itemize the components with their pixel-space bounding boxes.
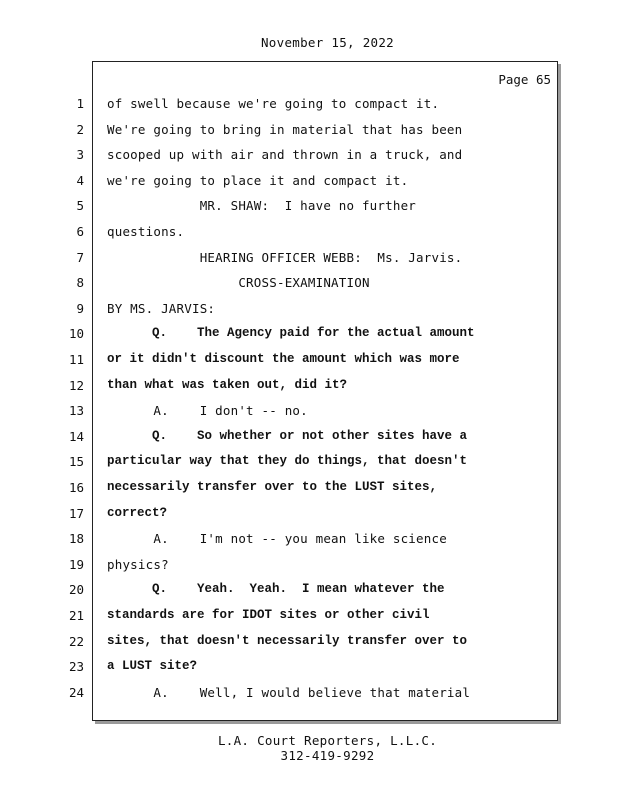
line-number: 19 bbox=[68, 556, 84, 572]
line-number: 24 bbox=[68, 684, 84, 700]
transcript-line: or it didn't discount the amount which was more bbox=[107, 352, 460, 366]
transcript-line: particular way that they do things, that doesn't bbox=[107, 454, 468, 469]
page-number: Page 65 bbox=[498, 72, 551, 87]
line-number: 18 bbox=[68, 531, 84, 547]
transcript-line: than what was taken out, did it? bbox=[107, 377, 348, 392]
transcript-line: physics? bbox=[107, 556, 169, 572]
court-reporter-name: L.A. Court Reporters, L.L.C. bbox=[217, 733, 438, 748]
line-number: 14 bbox=[68, 428, 84, 444]
line-number: 13 bbox=[68, 403, 84, 419]
transcript-line: correct? bbox=[107, 505, 168, 520]
line-number: 22 bbox=[68, 633, 84, 649]
line-number: 8 bbox=[76, 275, 84, 291]
line-number: 16 bbox=[68, 480, 84, 495]
transcript-line: Q. The Agency paid for the actual amount bbox=[107, 326, 475, 341]
transcript-line: MR. SHAW: I have no further bbox=[107, 198, 417, 214]
line-number: 10 bbox=[68, 326, 84, 342]
transcript-line: questions. bbox=[107, 224, 185, 239]
line-number: 1 bbox=[76, 96, 84, 111]
line-number: 17 bbox=[68, 505, 84, 521]
line-number: 11 bbox=[68, 352, 84, 367]
transcript-line: necessarily transfer over to the LUST sites, bbox=[107, 480, 438, 494]
transcript-line: A. I'm not -- you mean like science bbox=[107, 531, 447, 547]
line-number: 9 bbox=[76, 300, 84, 316]
line-number: 23 bbox=[68, 659, 84, 675]
transcript-line: BY MS. JARVIS: bbox=[107, 300, 216, 316]
transcript-line: sites, that doesn't necessarily transfer over to bbox=[107, 633, 468, 648]
line-number: 3 bbox=[76, 147, 84, 163]
transcript-line: A. Well, I would believe that material bbox=[107, 684, 471, 700]
transcript-line: A. I don't -- no. bbox=[107, 403, 308, 419]
line-number: 12 bbox=[68, 377, 84, 393]
transcript-line: scooped up with air and thrown in a truck, and bbox=[107, 147, 463, 163]
transcript-line: We're going to bring in material that has been bbox=[107, 121, 463, 137]
line-number: 4 bbox=[76, 172, 84, 188]
date-header: November 15, 2022 bbox=[260, 35, 395, 50]
line-number: 5 bbox=[76, 198, 84, 214]
transcript-line: we're going to place it and compact it. bbox=[107, 172, 409, 188]
line-number: 7 bbox=[76, 249, 84, 265]
transcript-line: CROSS-EXAMINATION bbox=[107, 275, 370, 291]
line-number: 21 bbox=[68, 608, 84, 623]
court-reporter-phone: 312-419-9292 bbox=[280, 748, 375, 763]
transcript-line: a LUST site? bbox=[107, 659, 198, 674]
transcript-line: HEARING OFFICER WEBB: Ms. Jarvis. bbox=[107, 249, 463, 265]
transcript-line: Q. So whether or not other sites have a bbox=[107, 428, 468, 443]
transcript-line: Q. Yeah. Yeah. I mean whatever the bbox=[107, 582, 445, 597]
transcript-line: of swell because we're going to compact it. bbox=[107, 96, 440, 111]
transcript-line: standards are for IDOT sites or other civil bbox=[107, 608, 430, 622]
line-number: 15 bbox=[68, 454, 84, 470]
line-number: 6 bbox=[76, 224, 84, 239]
line-number: 20 bbox=[68, 582, 84, 598]
line-number: 2 bbox=[76, 121, 84, 137]
